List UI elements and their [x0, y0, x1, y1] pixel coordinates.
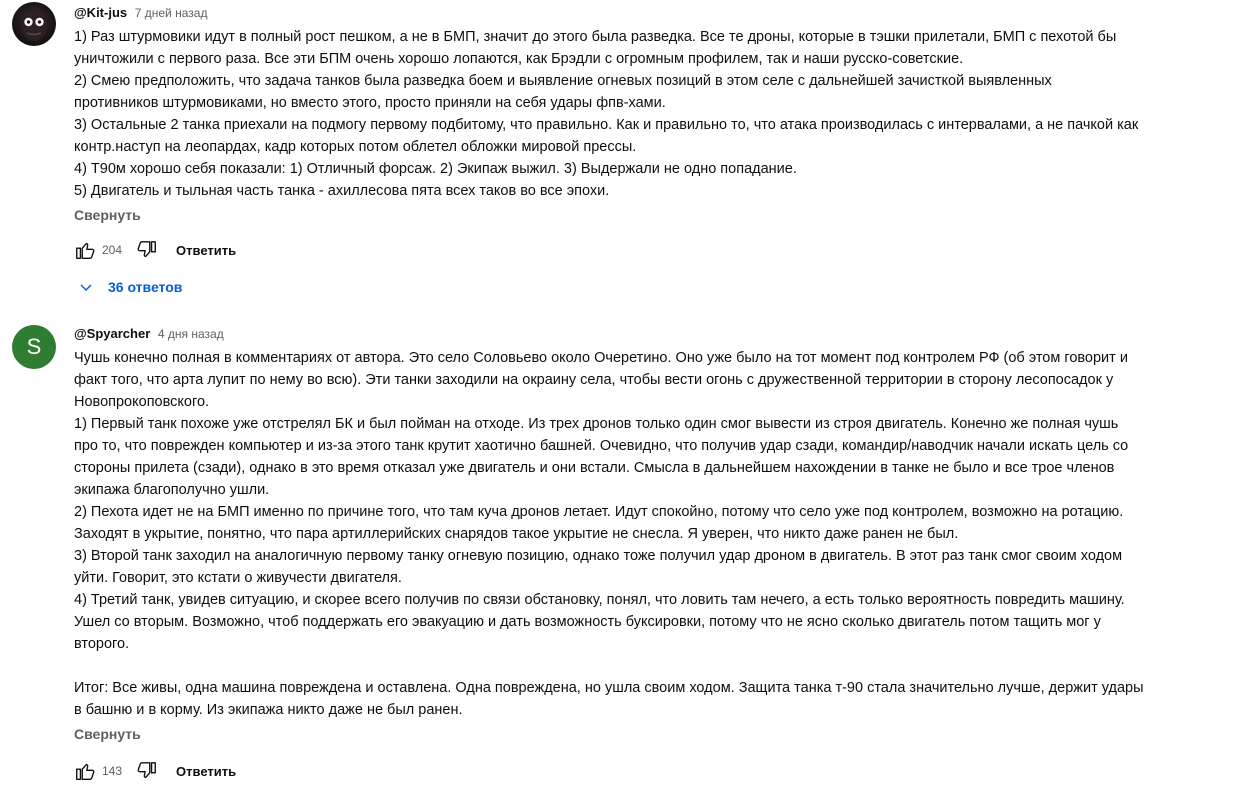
comment-line: 3) Остальные 2 танка приехали на подмогу первому подбитому, что правильно. Как и правильно то, что атака производилась с интервалами, а не пачкой как: [74, 117, 1139, 133]
comment-line: 3) Второй танк заходил на аналогичную первому танку огневую позицию, однако тоже получил удар дроном в двигатель. В этот раз танк смог своим ходом: [74, 548, 1123, 564]
comment-line: про то, что поврежден компьютер и из-за этого танк крутит хаотично башней. Очевидно, что получив удар сзади, командир/наводчик начали искать цель со: [74, 438, 1129, 454]
comment-line: в башню и в корму. Из экипажа никто даже не был ранен.: [74, 702, 463, 718]
comment-actions: [72, 758, 236, 784]
comment-time[interactable]: 7 дней назад: [134, 6, 208, 20]
comment-text: [74, 347, 1234, 721]
comment-line: стороны прилета (сзади), однако в это время отказал уже двигатель и они встали. Смысла в дальнейшем нахождении в танке не было и все трое членов: [74, 460, 1115, 476]
reply-button[interactable]: Ответить: [176, 242, 237, 258]
avatar[interactable]: S: [12, 325, 56, 369]
comment-text: [74, 26, 1234, 202]
comment-line: 2) Пехота идет не на БМП именно по причине того, что там куча дронов летает. Идут спокойно, потому что село уже под контролем, возможно на ротацию.: [74, 504, 1124, 520]
comment-line: 4) Т90м хорошо себя показали: 1) Отличный форсаж. 2) Экипаж выжил. 3) Выдержали не одно попадание.: [74, 161, 797, 177]
like-button[interactable]: [72, 758, 98, 784]
comment-line: уйти. Говорит, это кстати о живучести двигателя.: [74, 570, 402, 586]
comment-line: контр.наступ на леопардах, кадр которых потом облетел обложки мировой прессы.: [74, 139, 637, 155]
comment-line: экипажа благополучно ушли.: [74, 482, 270, 498]
comment-line: Заходят в укрытие, понятно, что пара артиллерийских снарядов такое укрытие не снесла. Я уверен, что никто даже ранен не был.: [74, 526, 959, 542]
comment-line: 1) Раз штурмовики идут в полный рост пешком, а не в БМП, значит до этого была разведка. Все те дроны, которые в тэшки прилетали, БМП с пехотой бы: [74, 29, 1117, 45]
comment-header: [74, 325, 1234, 343]
collapse-button[interactable]: Свернуть: [74, 207, 141, 223]
like-count: 143: [102, 764, 123, 778]
comment-line: [74, 655, 1234, 677]
chevron-down-icon: [78, 279, 94, 295]
dislike-button[interactable]: [134, 237, 160, 263]
avatar-face-icon: [12, 2, 56, 46]
like-button[interactable]: [72, 237, 98, 263]
author-name[interactable]: @Kit-jus: [74, 5, 128, 20]
comment-line: уничтожили с первого раза. Все эти БПМ очень хорошо лопаются, как Брэдли с огромным профилем, так и наши русско-советские.: [74, 51, 964, 67]
comment-line: противников штурмовиками, но вместо этого, просто приняли на себя удары фпв-хами.: [74, 95, 666, 111]
comment-actions: [72, 237, 236, 263]
comment-header: [74, 4, 1234, 22]
replies-count-label: 36 ответов: [108, 279, 183, 295]
dislike-button[interactable]: [134, 758, 160, 784]
comment-line: Ушел со вторым. Возможно, чтоб поддержать его эвакуацию и дать возможность буксировки, потому что не ясно сколько двигатель потом тащить мог у: [74, 614, 1101, 630]
comment-line: Чушь конечно полная в комментариях от автора. Это село Соловьево около Очеретино. Оно уже было на тот момент под контролем РФ (об этом говорит и: [74, 350, 1128, 366]
comment-time[interactable]: 4 дня назад: [157, 327, 224, 341]
thumbs-up-icon: [74, 760, 96, 782]
comment-line: Итог: Все живы, одна машина повреждена и оставлена. Одна повреждена, но ушла своим ходом. Защита танка т-90 стала значительно лучше, держит удары: [74, 680, 1144, 696]
comment-line: 1) Первый танк похоже уже отстрелял БК и был пойман на отходе. Из трех дронов только один смог вывести из строя двигатель. Конечно же полная чушь: [74, 416, 1119, 432]
thumbs-up-icon: [74, 239, 96, 261]
author-name[interactable]: @Spyarcher: [74, 326, 151, 341]
reply-button[interactable]: Ответить: [176, 763, 237, 779]
comment-line: 4) Третий танк, увидев ситуацию, и скорее всего получив по связи обстановку, понял, что ловить там нечего, а есть только вероятность повредить машину.: [74, 592, 1125, 608]
like-count: 204: [102, 243, 123, 257]
show-replies-button[interactable]: [78, 276, 182, 298]
comment-line: факт того, что арта лупит по нему во всю). Эти танки заходили на окраину села, чтобы вести огонь с дружественной территории в сторону лесопосадок у: [74, 372, 1114, 388]
comment-line: второго.: [74, 636, 130, 652]
avatar[interactable]: [12, 2, 56, 46]
collapse-button[interactable]: Свернуть: [74, 726, 141, 742]
comment-line: Новопрокоповского.: [74, 394, 210, 410]
thumbs-down-icon: [136, 760, 158, 782]
thumbs-down-icon: [136, 239, 158, 261]
comment-line: 2) Смею предположить, что задача танков была разведка боем и выявление огневых позиций в этом селе с дальнейшей зачисткой выявленных: [74, 73, 1052, 89]
comment-line: 5) Двигатель и тыльная часть танка - ахиллесова пята всех таков во все эпохи.: [74, 183, 610, 199]
